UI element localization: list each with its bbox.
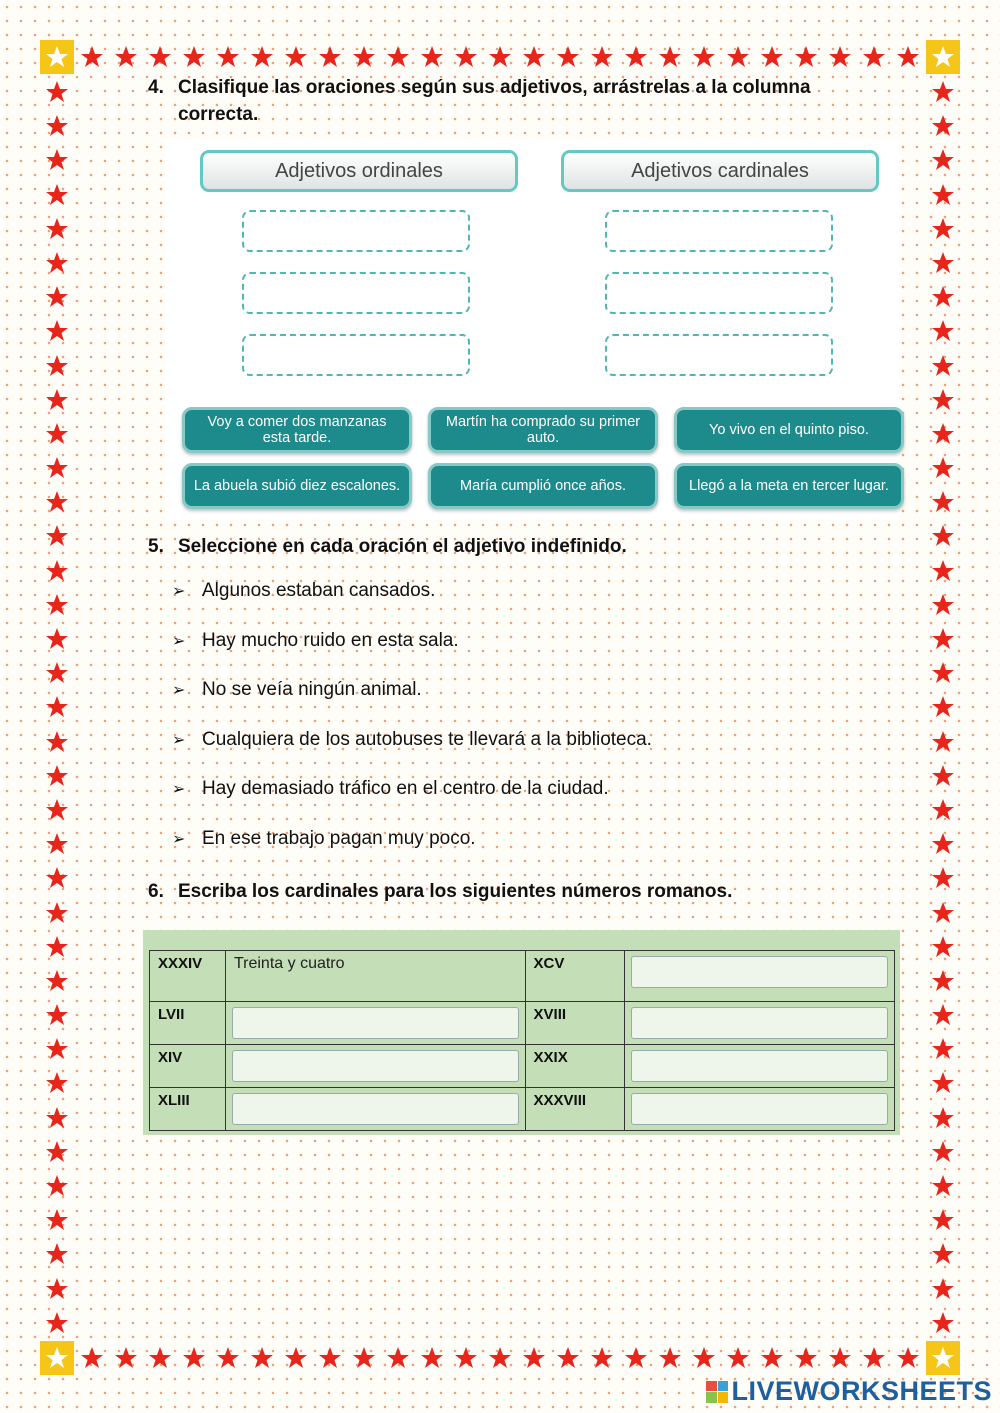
star-icon bbox=[931, 1277, 955, 1301]
question-6-title bbox=[148, 878, 868, 905]
liveworksheets-logo-icon bbox=[706, 1381, 728, 1403]
roman-numeral-cell: XCV bbox=[525, 951, 625, 1002]
answer-input[interactable] bbox=[631, 1050, 888, 1082]
draggable-sentence-chip[interactable]: Voy a comer dos manzanas esta tarde. bbox=[182, 407, 412, 453]
star-icon bbox=[45, 1140, 69, 1164]
sentence-text[interactable]: En ese trabajo pagan muy poco. bbox=[202, 828, 476, 849]
question-text: Seleccione en cada oración el adjetivo indefinido. bbox=[178, 536, 627, 557]
roman-numeral-cell: XIV bbox=[150, 1045, 226, 1088]
star-icon bbox=[931, 251, 955, 275]
star-icon bbox=[45, 969, 69, 993]
arrow-bullet-icon: ➢ bbox=[172, 781, 186, 798]
draggable-sentence-chip[interactable]: Martín ha comprado su primer auto. bbox=[428, 407, 658, 453]
star-icon bbox=[760, 1346, 784, 1370]
star-icon bbox=[45, 285, 69, 309]
star-icon bbox=[931, 422, 955, 446]
star-icon bbox=[931, 524, 955, 548]
star-icon bbox=[45, 1208, 69, 1232]
arrow-bullet-icon: ➢ bbox=[172, 633, 186, 650]
left-star-column bbox=[40, 80, 74, 1335]
answer-input[interactable] bbox=[631, 1093, 888, 1125]
star-icon bbox=[931, 285, 955, 309]
draggable-sentence-chip[interactable]: Llegó a la meta en tercer lugar. bbox=[674, 463, 904, 509]
corner-star-icon bbox=[926, 1341, 960, 1375]
list-item[interactable] bbox=[172, 828, 812, 850]
star-icon bbox=[420, 1346, 444, 1370]
star-icon bbox=[45, 490, 69, 514]
star-icon bbox=[488, 1346, 512, 1370]
star-icon bbox=[45, 661, 69, 685]
roman-numeral-cell: XXIX bbox=[525, 1045, 625, 1088]
star-icon bbox=[45, 456, 69, 480]
star-icon bbox=[624, 45, 648, 69]
star-icon bbox=[931, 764, 955, 788]
table-row bbox=[150, 1045, 895, 1088]
sentence-text[interactable]: No se veía ningún animal. bbox=[202, 679, 422, 700]
draggable-sentence-chip[interactable]: La abuela subió diez escalones. bbox=[182, 463, 412, 509]
star-icon bbox=[45, 901, 69, 925]
arrow-bullet-icon: ➢ bbox=[172, 682, 186, 699]
table-row bbox=[150, 1002, 895, 1045]
list-item[interactable] bbox=[172, 679, 812, 701]
star-icon bbox=[931, 832, 955, 856]
star-icon bbox=[488, 45, 512, 69]
drop-zone-ordinal-3[interactable] bbox=[242, 334, 470, 376]
star-icon bbox=[284, 1346, 308, 1370]
star-icon bbox=[794, 45, 818, 69]
question-number: 5. bbox=[148, 536, 164, 557]
star-icon bbox=[45, 251, 69, 275]
column-header-ordinales: Adjetivos ordinales bbox=[200, 150, 518, 192]
roman-numeral-cell: XXXIV bbox=[150, 951, 226, 1002]
roman-numeral-cell: XXXVIII bbox=[525, 1088, 625, 1131]
star-icon bbox=[931, 1071, 955, 1095]
star-icon bbox=[45, 559, 69, 583]
star-icon bbox=[454, 45, 478, 69]
drop-zone-cardinal-1[interactable] bbox=[605, 210, 833, 252]
answer-cell bbox=[225, 1002, 525, 1045]
star-icon bbox=[931, 901, 955, 925]
answer-input[interactable] bbox=[631, 956, 888, 988]
list-item[interactable] bbox=[172, 778, 812, 800]
answer-cell bbox=[625, 1045, 895, 1088]
roman-numerals-table-box bbox=[143, 930, 900, 1135]
table-row bbox=[150, 1088, 895, 1131]
star-icon bbox=[590, 45, 614, 69]
star-icon bbox=[931, 319, 955, 343]
question-5-title bbox=[148, 533, 868, 560]
star-icon bbox=[522, 1346, 546, 1370]
star-icon bbox=[45, 422, 69, 446]
star-icon bbox=[318, 45, 342, 69]
star-icon bbox=[45, 627, 69, 651]
star-icon bbox=[250, 45, 274, 69]
question-number: 6. bbox=[148, 881, 164, 902]
star-icon bbox=[931, 935, 955, 959]
star-icon bbox=[931, 559, 955, 583]
draggable-sentence-chip[interactable]: María cumplió once años. bbox=[428, 463, 658, 509]
corner-star-icon bbox=[926, 40, 960, 74]
star-icon bbox=[794, 1346, 818, 1370]
star-icon bbox=[45, 148, 69, 172]
star-icon bbox=[726, 1346, 750, 1370]
star-icon bbox=[45, 866, 69, 890]
star-icon bbox=[590, 1346, 614, 1370]
star-icon bbox=[45, 80, 69, 104]
corner-star-icon bbox=[40, 1341, 74, 1375]
star-icon bbox=[45, 354, 69, 378]
star-icon bbox=[114, 1346, 138, 1370]
star-icon bbox=[45, 798, 69, 822]
answer-cell-filled: Treinta y cuatro bbox=[225, 951, 525, 1002]
star-icon bbox=[931, 627, 955, 651]
top-star-row bbox=[80, 40, 920, 74]
star-icon bbox=[726, 45, 750, 69]
sentence-text[interactable]: Hay demasiado tráfico en el centro de la ciudad. bbox=[202, 778, 609, 799]
star-icon bbox=[216, 45, 240, 69]
star-icon bbox=[931, 183, 955, 207]
star-icon bbox=[931, 354, 955, 378]
star-icon bbox=[45, 1003, 69, 1027]
star-icon bbox=[45, 524, 69, 548]
star-icon bbox=[522, 45, 546, 69]
drop-zone-ordinal-1[interactable] bbox=[242, 210, 470, 252]
star-icon bbox=[862, 1346, 886, 1370]
star-icon bbox=[45, 1106, 69, 1130]
star-icon bbox=[931, 695, 955, 719]
star-icon bbox=[148, 1346, 172, 1370]
question-4-title bbox=[148, 74, 868, 128]
star-icon bbox=[45, 764, 69, 788]
star-icon bbox=[352, 1346, 376, 1370]
list-item[interactable] bbox=[172, 729, 812, 751]
sentence-text[interactable]: Cualquiera de los autobuses te llevará a la biblioteca. bbox=[202, 729, 652, 750]
list-item[interactable] bbox=[172, 630, 812, 652]
star-icon bbox=[760, 45, 784, 69]
star-icon bbox=[45, 935, 69, 959]
star-icon bbox=[931, 1106, 955, 1130]
star-icon bbox=[658, 45, 682, 69]
star-icon bbox=[45, 217, 69, 241]
drop-zone-cardinal-3[interactable] bbox=[605, 334, 833, 376]
sentence-text[interactable]: Algunos estaban cansados. bbox=[202, 580, 436, 601]
star-icon bbox=[454, 1346, 478, 1370]
star-icon bbox=[114, 45, 138, 69]
star-icon bbox=[931, 388, 955, 412]
star-icon bbox=[828, 1346, 852, 1370]
star-icon bbox=[80, 45, 104, 69]
sentence-text[interactable]: Hay mucho ruido en esta sala. bbox=[202, 630, 459, 651]
star-icon bbox=[556, 45, 580, 69]
star-icon bbox=[45, 114, 69, 138]
star-icon bbox=[386, 45, 410, 69]
star-icon bbox=[862, 45, 886, 69]
star-icon bbox=[931, 1311, 955, 1335]
star-icon bbox=[45, 695, 69, 719]
answer-cell bbox=[625, 951, 895, 1002]
question-number: 4. bbox=[148, 77, 164, 98]
star-icon bbox=[931, 1037, 955, 1061]
star-icon bbox=[931, 1003, 955, 1027]
brand-wordmark: LIVEWORKSHEETS bbox=[731, 1376, 992, 1406]
column-header-cardinales: Adjetivos cardinales bbox=[561, 150, 879, 192]
star-icon bbox=[931, 1208, 955, 1232]
star-icon bbox=[386, 1346, 410, 1370]
star-icon bbox=[931, 490, 955, 514]
star-icon bbox=[45, 319, 69, 343]
table-row bbox=[150, 951, 895, 1002]
star-icon bbox=[45, 1242, 69, 1266]
star-icon bbox=[692, 45, 716, 69]
star-icon bbox=[931, 866, 955, 890]
star-icon bbox=[931, 969, 955, 993]
roman-numeral-cell: XVIII bbox=[525, 1002, 625, 1045]
star-icon bbox=[45, 1037, 69, 1061]
star-icon bbox=[624, 1346, 648, 1370]
star-icon bbox=[896, 1346, 920, 1370]
arrow-bullet-icon: ➢ bbox=[172, 732, 186, 749]
star-icon bbox=[931, 114, 955, 138]
star-icon bbox=[182, 1346, 206, 1370]
star-icon bbox=[45, 1071, 69, 1095]
star-icon bbox=[556, 1346, 580, 1370]
answer-input[interactable] bbox=[631, 1007, 888, 1039]
arrow-bullet-icon: ➢ bbox=[172, 831, 186, 848]
list-item[interactable] bbox=[172, 580, 812, 602]
draggable-sentence-chip[interactable]: Yo vivo en el quinto piso. bbox=[674, 407, 904, 453]
star-icon bbox=[182, 45, 206, 69]
star-icon bbox=[931, 148, 955, 172]
corner-star-icon bbox=[40, 40, 74, 74]
star-icon bbox=[45, 730, 69, 754]
answer-input[interactable] bbox=[232, 1050, 519, 1082]
star-icon bbox=[45, 388, 69, 412]
star-icon bbox=[45, 593, 69, 617]
bottom-star-row bbox=[80, 1341, 920, 1375]
star-icon bbox=[45, 183, 69, 207]
star-icon bbox=[931, 798, 955, 822]
star-icon bbox=[692, 1346, 716, 1370]
star-icon bbox=[250, 1346, 274, 1370]
roman-numeral-cell: XLIII bbox=[150, 1088, 226, 1131]
classification-panel bbox=[165, 140, 900, 520]
star-icon bbox=[931, 80, 955, 104]
answer-cell bbox=[625, 1002, 895, 1045]
star-icon bbox=[658, 1346, 682, 1370]
star-icon bbox=[45, 1277, 69, 1301]
star-icon bbox=[931, 456, 955, 480]
drop-zone-ordinal-2[interactable] bbox=[242, 272, 470, 314]
answer-cell bbox=[625, 1088, 895, 1131]
roman-numeral-cell: LVII bbox=[150, 1002, 226, 1045]
star-icon bbox=[284, 45, 308, 69]
star-icon bbox=[931, 1242, 955, 1266]
star-icon bbox=[931, 217, 955, 241]
right-star-column bbox=[926, 80, 960, 1335]
star-icon bbox=[352, 45, 376, 69]
star-icon bbox=[931, 1174, 955, 1198]
star-icon bbox=[80, 1346, 104, 1370]
answer-input[interactable] bbox=[232, 1093, 519, 1125]
star-icon bbox=[931, 661, 955, 685]
star-icon bbox=[45, 1174, 69, 1198]
roman-numerals-table bbox=[149, 950, 895, 1131]
star-icon bbox=[828, 45, 852, 69]
question-text: Clasifique las oraciones según sus adjetivos, arrástrelas a la columna correcta. bbox=[178, 77, 811, 125]
answer-input[interactable] bbox=[232, 1007, 519, 1039]
star-icon bbox=[420, 45, 444, 69]
star-icon bbox=[216, 1346, 240, 1370]
arrow-bullet-icon: ➢ bbox=[172, 583, 186, 600]
answer-cell bbox=[225, 1045, 525, 1088]
star-icon bbox=[931, 730, 955, 754]
liveworksheets-brand bbox=[706, 1376, 992, 1407]
drop-zone-cardinal-2[interactable] bbox=[605, 272, 833, 314]
star-icon bbox=[931, 1140, 955, 1164]
answer-cell bbox=[225, 1088, 525, 1131]
star-icon bbox=[318, 1346, 342, 1370]
star-icon bbox=[931, 593, 955, 617]
star-icon bbox=[45, 1311, 69, 1335]
question-text: Escriba los cardinales para los siguientes números romanos. bbox=[178, 881, 733, 902]
star-icon bbox=[45, 832, 69, 856]
star-icon bbox=[148, 45, 172, 69]
star-icon bbox=[896, 45, 920, 69]
